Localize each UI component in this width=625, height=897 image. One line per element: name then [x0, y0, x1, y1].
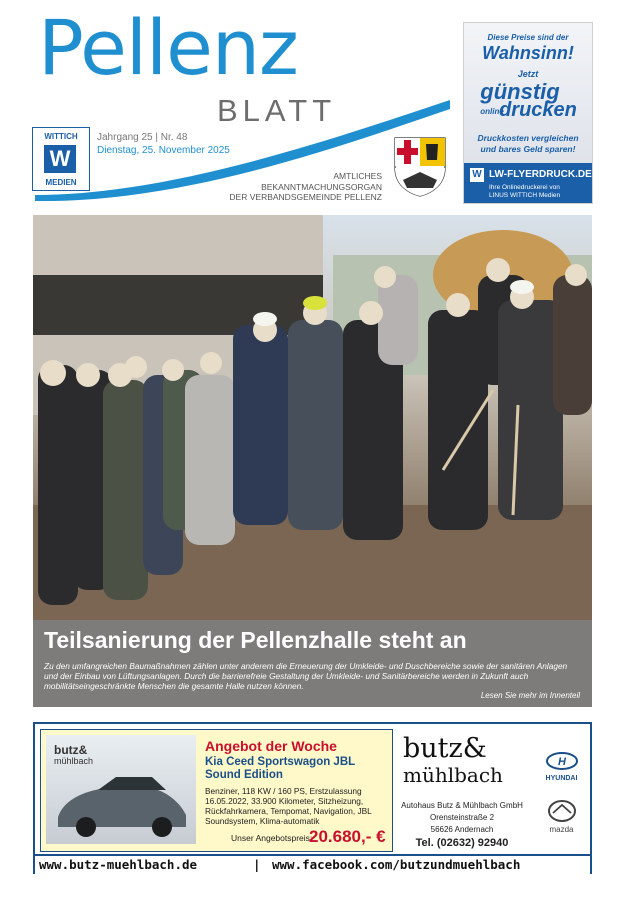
car-details: Benziner, 118 KW / 160 PS, Erstzulassung 16.05.2022, 33.900 Kilometer, Sitzheizung, Rückfahrkamera, Tempomat, Navigation, JBL Soundsystem, Klima-automatik [205, 786, 372, 826]
price-label: Unser Angebotspreis: [231, 833, 313, 843]
coat-of-arms-icon [393, 136, 447, 198]
official-organ-text [182, 171, 382, 203]
flyerdruck-ad[interactable] [463, 22, 593, 204]
ad-footer [35, 854, 590, 874]
mazda-logo-icon [547, 799, 577, 823]
ad-line-3: Jetzt [517, 69, 539, 79]
ad-band-text-1: Ihre Onlinedruckerei von [489, 184, 560, 191]
footer-separator: | [253, 857, 261, 872]
groundbreaking-photo-illustration [33, 215, 592, 620]
ad-band-logo: W [470, 168, 484, 182]
ad-line-8: und bares Geld sparen! [480, 144, 576, 154]
website-link[interactable]: www.butz-muehlbach.de [39, 857, 198, 872]
newspaper-subtitle: BLATT [217, 93, 337, 128]
organ-line-2: BEKANNTMACHUNGSORGAN [261, 181, 382, 192]
read-more-link[interactable]: Lesen Sie mehr im Innenteil [480, 691, 580, 700]
dealer-street: Orensteinstraße 2 [429, 813, 495, 822]
logo-text-bottom: MEDIEN [45, 178, 77, 187]
offer-panel [40, 729, 393, 852]
small-logo-1: butz& [54, 743, 88, 757]
dealer-phone[interactable]: Tel. (02632) 92940 [415, 837, 509, 849]
dealer-logo-1: butz& [403, 733, 487, 764]
organ-line-3: DER VERBANDSGEMEINDE PELLENZ [229, 192, 382, 203]
dealer-city: 56626 Andernach [430, 825, 494, 834]
newspaper-title: Pellenz [38, 3, 298, 92]
ad-line-5: online [480, 107, 504, 116]
organ-line-1: AMTLICHES [333, 171, 382, 181]
brand-logos [535, 729, 588, 850]
ad-line-6: drucken [499, 99, 577, 121]
car-dealer-ad[interactable] [33, 722, 592, 874]
article-headline: Teilsanierung der Pellenzhalle steht an [44, 627, 467, 653]
article-caption [33, 620, 592, 707]
svg-text:H: H [558, 756, 566, 768]
car-photo [46, 735, 196, 844]
issue-date: Dienstag, 25. November 2025 [97, 145, 230, 156]
facebook-link[interactable]: www.facebook.com/butzundmuehlbach [272, 857, 521, 872]
logo-text-top: WITTICH [44, 132, 78, 141]
dealer-info [397, 729, 527, 850]
hyundai-label: HYUNDAI [545, 775, 578, 782]
ad-line-1: Diese Preise sind der [487, 33, 569, 42]
ad-line-2: Wahnsinn! [482, 43, 574, 63]
small-logo-2: mühlbach [54, 756, 94, 766]
offer-price: 20.680,- € [309, 827, 386, 846]
mazda-label: mazda [549, 825, 574, 834]
car-model: Kia Ceed Sportswagon JBL Sound Edition [205, 756, 355, 782]
ad-line-7: Druckkosten vergleichen [477, 133, 579, 143]
dealer-logo-2: mühlbach [403, 763, 503, 787]
ad-band-site: LW-FLYERDRUCK.DE [489, 169, 592, 180]
ad-line-4: günstig [480, 79, 560, 104]
issue-number: Jahrgang 25 | Nr. 48 [97, 132, 188, 143]
article-teaser: Zu den umfangreichen Baumaßnahmen zählen unter anderem die Erneuerung der Umkleide- und Duschbereiche sowie der sanitären Anlagen und der Einbau von Lüftungsanlagen. Durch die barrierefreie Gestaltung der Umkleide- und Sanitärbereiche werden in Zukunft auch mobilitätseingeschränkte Menschen die gesamte Halle nutzen können. [44, 661, 568, 691]
logo-letter: W [44, 145, 76, 173]
offer-title: Angebot der Woche [205, 738, 337, 754]
article-photo [33, 215, 592, 620]
wittich-medien-logo [32, 127, 90, 191]
dealer-company: Autohaus Butz & Mühlbach GmbH [401, 801, 523, 810]
hyundai-logo-icon [545, 751, 579, 771]
ad-band [464, 163, 592, 203]
ad-band-text-2: LINUS WITTICH Medien [489, 192, 561, 199]
